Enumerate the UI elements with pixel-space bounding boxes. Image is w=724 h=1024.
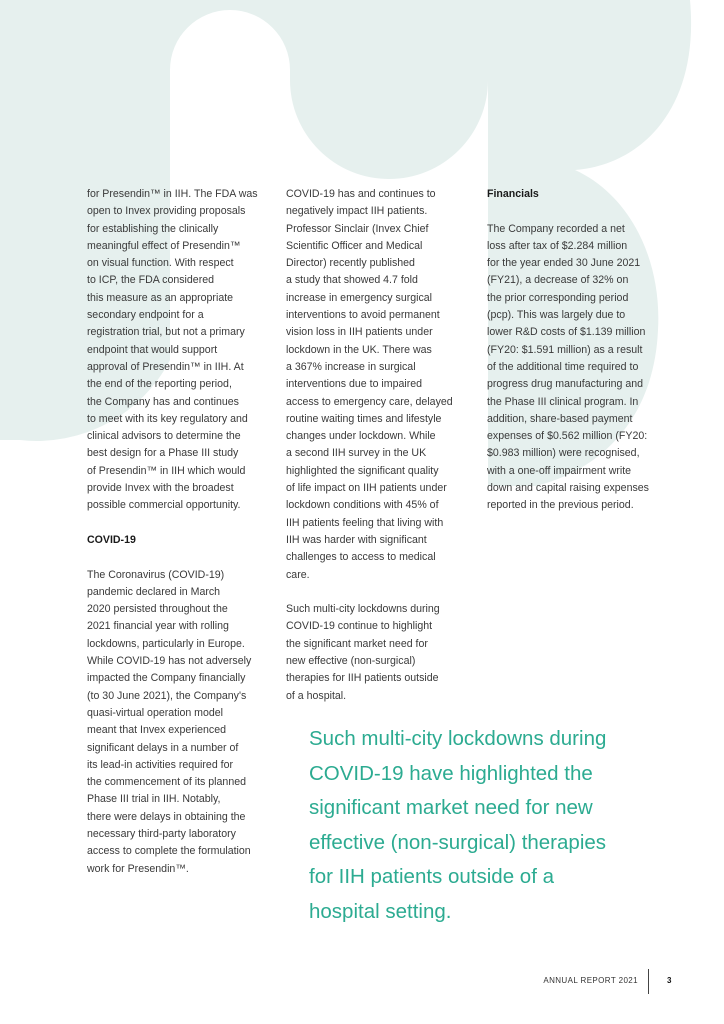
text-line: The Company recorded a net [487, 222, 625, 235]
text-line: necessary third-party laboratory [87, 827, 236, 840]
text-line: for IIH patients outside of a [309, 865, 554, 889]
text-line: IIH was harder with significant [286, 533, 427, 546]
text-line: a 367% increase in surgical [286, 360, 416, 373]
text-line: the Phase III clinical program. In [487, 395, 639, 408]
text-line: significant delays in a number of [87, 741, 239, 754]
text-line: (pcp). This was largely due to [487, 309, 626, 322]
text-line: endpoint that would support [87, 343, 218, 356]
text-line: lockdown conditions with 45% of [286, 499, 439, 512]
text-line: possible commercial opportunity. [87, 499, 241, 512]
pull-quote [309, 722, 669, 930]
text-line: IIH patients feeling that living with [286, 516, 444, 529]
text-line: significant market need for new [309, 796, 593, 820]
text-line: (FY20: $1.591 million) as a result [487, 343, 643, 356]
text-line: pandemic declared in March [87, 585, 221, 598]
text-line: new effective (non-surgical) [286, 655, 416, 668]
text-line: this measure as an appropriate [87, 291, 234, 304]
text-line: COVID-19 have highlighted the [309, 761, 593, 785]
text-line: registration trial, but not a primary [87, 326, 245, 339]
text-line: COVID-19 has and continues to [286, 188, 436, 200]
text-line: a study that showed 4.7 fold [286, 274, 418, 287]
covid-paragraph [87, 567, 274, 878]
text-line: lower R&D costs of $1.139 million [487, 326, 646, 339]
text-line: vision loss in IIH patients under [286, 326, 433, 339]
text-line: therapies for IIH patients outside [286, 672, 439, 685]
text-line: loss after tax of $2.284 million [487, 239, 628, 252]
text-line: access to emergency care, delayed [286, 395, 453, 408]
text-line: work for Presendin™. [87, 862, 189, 875]
page-number: 3 [667, 976, 672, 985]
text-line: $0.983 million) were recognised, [487, 447, 640, 460]
text-line: to meet with its key regulatory and [87, 412, 248, 425]
text-line: of a hospital. [286, 689, 347, 702]
text-line: (FY21), a decrease of 32% on [487, 274, 629, 287]
financials-heading: Financials [487, 188, 539, 200]
text-line: for establishing the clinically [87, 222, 219, 235]
text-line: Scientific Officer and Medical [286, 239, 423, 252]
text-line: highlighted the significant quality [286, 464, 439, 477]
text-line: The Coronavirus (COVID-19) [87, 568, 225, 581]
text-line: routine waiting times and lifestyle [286, 412, 442, 425]
text-line: provide Invex with the broadest [87, 482, 234, 495]
text-line: best design for a Phase III study [87, 447, 239, 460]
text-line: Such multi-city lockdowns during [286, 603, 440, 616]
text-line: Director) recently published [286, 257, 415, 270]
text-line: of life impact on IIH patients under [286, 482, 447, 495]
text-line: its lead-in activities required for [87, 758, 234, 771]
text-line: While COVID-19 has not adversely [87, 655, 252, 668]
text-line: to ICP, the FDA considered [87, 274, 214, 287]
text-line: negatively impact IIH patients. [286, 205, 428, 218]
text-line: progress drug manufacturing and [487, 378, 644, 391]
text-line: (to 30 June 2021), the Company's [87, 689, 247, 702]
text-line: secondary endpoint for a [87, 309, 204, 322]
covid-heading: COVID-19 [87, 533, 136, 546]
text-line: the prior corresponding period [487, 291, 629, 304]
column-middle [286, 186, 478, 705]
text-line: the Company has and continues [87, 395, 239, 408]
text-line: of the additional time required to [487, 360, 639, 373]
text-line: access to complete the formulation [87, 845, 251, 858]
footer-report-label: ANNUAL REPORT 2021 [543, 976, 638, 985]
column-left [87, 186, 274, 878]
text-line: for Presendin™ in IIH. The FDA was [87, 188, 258, 200]
text-line: a second IIH survey in the UK [286, 447, 427, 460]
text-line: impacted the Company financially [87, 672, 246, 685]
text-line: interventions due to impaired [286, 378, 423, 391]
text-line: open to Invex providing proposals [87, 205, 246, 218]
text-line: for the year ended 30 June 2021 [487, 257, 641, 270]
text-line: quasi-virtual operation model [87, 706, 224, 719]
text-line: Professor Sinclair (Invex Chief [286, 222, 429, 235]
text-line: hospital setting. [309, 899, 452, 923]
text-line: interventions to avoid permanent [286, 309, 440, 322]
text-line: of Presendin™ in IIH which would [87, 464, 246, 477]
text-line: care. [286, 568, 310, 581]
impact-paragraph [286, 186, 478, 584]
text-line: the end of the reporting period, [87, 378, 232, 391]
text-line: meant that Invex experienced [87, 724, 226, 737]
text-line: lockdowns, particularly in Europe. [87, 637, 245, 650]
text-line: expenses of $0.562 million (FY20: [487, 430, 648, 443]
text-line: clinical advisors to determine the [87, 430, 241, 443]
text-line: meaningful effect of Presendin™ [87, 239, 241, 252]
text-line: 2021 financial year with rolling [87, 620, 229, 633]
text-line: down and capital raising expenses [487, 482, 649, 495]
text-line: changes under lockdown. While [286, 430, 436, 443]
financials-paragraph [487, 221, 683, 515]
text-line: reported in the previous period. [487, 499, 634, 512]
text-line: addition, share-based payment [487, 412, 633, 425]
text-line: Phase III trial in IIH. Notably, [87, 793, 221, 806]
text-line: there were delays in obtaining the [87, 810, 246, 823]
text-line: COVID-19 continue to highlight [286, 620, 433, 633]
text-line: the commencement of its planned [87, 776, 246, 789]
text-line: the significant market need for [286, 637, 428, 650]
text-line: with a one-off impairment write [487, 464, 632, 477]
column-right [487, 186, 683, 515]
lockdown-paragraph [286, 601, 478, 705]
deco-shape-center [290, 0, 488, 179]
text-line: challenges to access to medical [286, 551, 436, 564]
text-line: effective (non-surgical) therapies [309, 830, 607, 854]
footer-divider [648, 969, 649, 994]
text-line: on visual function. With respect [87, 257, 234, 270]
text-line: lockdown in the UK. There was [286, 343, 432, 356]
text-line: Such multi-city lockdowns during [309, 727, 607, 750]
text-line: approval of Presendin™ in IIH. At [87, 360, 244, 373]
intro-paragraph [87, 186, 274, 515]
text-line: 2020 persisted throughout the [87, 603, 228, 616]
text-line: increase in emergency surgical [286, 291, 433, 304]
